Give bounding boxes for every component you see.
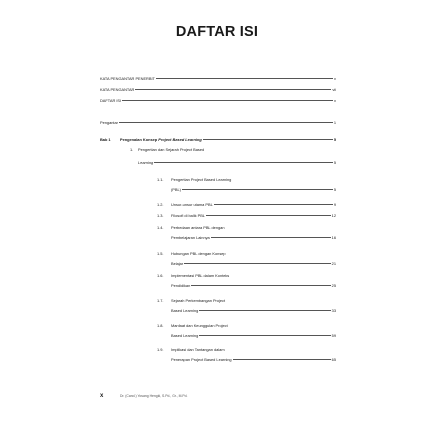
toc-page-number: 5 xyxy=(333,160,336,165)
toc-page-number: 21 xyxy=(331,261,336,266)
toc-subsection-5-cont[interactable] xyxy=(171,261,336,267)
toc-chapter-1[interactable] xyxy=(100,137,336,143)
subsection-number: 1.2. xyxy=(157,202,164,207)
subsection-number: 1.8. xyxy=(157,323,164,328)
subsection-title: Filosofi di balik PBL xyxy=(171,213,205,218)
toc-subsection-2[interactable] xyxy=(157,202,336,208)
toc-page-number: 59 xyxy=(331,333,336,338)
toc-subsection-9[interactable] xyxy=(157,347,225,353)
toc-subsection-6[interactable] xyxy=(157,273,229,279)
toc-page-number: 25 xyxy=(331,283,336,288)
toc-page-number: 65 xyxy=(331,357,336,362)
subsection-title-cont: (PBL) xyxy=(171,187,181,192)
subsection-title: Hubungan PBL dengan Konsep xyxy=(171,251,226,256)
page-title: DAFTAR ISI xyxy=(175,24,259,40)
subsection-title-cont: Pembelajaran Lainnya xyxy=(171,235,210,240)
subsection-number: 1.7. xyxy=(157,298,164,303)
subsection-title-cont: Pendidikan xyxy=(171,283,191,288)
section-number: 1. xyxy=(130,147,134,152)
subsection-title-cont: Belajar xyxy=(171,261,184,266)
section-title-cont: Learning xyxy=(138,160,154,165)
subsection-number: 1.4. xyxy=(157,225,164,230)
toc-section-1-line2[interactable] xyxy=(138,160,336,166)
subsection-number: 1.5. xyxy=(157,251,164,256)
page-number-footer: x xyxy=(100,393,104,399)
leader-dots xyxy=(214,204,333,205)
leader-dots xyxy=(122,100,333,101)
toc-subsection-3[interactable] xyxy=(157,213,336,219)
leader-dots xyxy=(191,285,330,286)
toc-subsection-6-cont[interactable] xyxy=(171,283,336,289)
toc-page-number: 12 xyxy=(331,213,336,218)
subsection-title: Sejarah Perkembangan Project xyxy=(171,298,226,303)
footer-author: Dr. (Cand.) Yosang Hengki, S.Pd., Gr., M.Pd. xyxy=(120,394,188,398)
toc-subsection-9-cont[interactable] xyxy=(171,357,336,363)
subsection-number: 1.9. xyxy=(157,347,164,352)
section-title: Pengertian dan Sejarah Project Based xyxy=(138,147,205,152)
chapter-number: Bab 1 xyxy=(100,137,111,142)
leader-dots xyxy=(199,335,330,336)
subsection-title: Implikasi dan Tantangan dalam xyxy=(171,347,225,352)
leader-dots xyxy=(156,78,333,79)
toc-page-number: x xyxy=(334,98,336,103)
leader-dots xyxy=(203,139,333,140)
toc-page-number: v xyxy=(334,76,336,81)
toc-entry-front-0[interactable] xyxy=(100,76,336,82)
leader-dots xyxy=(154,162,333,163)
toc-subsection-4[interactable] xyxy=(157,225,225,231)
toc-subsection-8-cont[interactable] xyxy=(171,333,336,339)
toc-page-number: 5 xyxy=(333,137,336,142)
subsection-title: Implementasi PBL dalam Konteks xyxy=(171,273,230,278)
leader-dots xyxy=(199,310,330,311)
toc-page-number: vii xyxy=(332,87,336,92)
leader-dots xyxy=(119,122,333,123)
toc-subsection-7[interactable] xyxy=(157,298,225,304)
subsection-title: Perbedaan antara PBL dengan xyxy=(171,225,225,230)
toc-page-number: 5 xyxy=(333,187,336,192)
toc-entry-text: KATA PENGANTAR PENERBIT xyxy=(100,76,155,81)
toc-page-number: 16 xyxy=(331,235,336,240)
toc-subsection-5[interactable] xyxy=(157,251,226,257)
leader-dots xyxy=(211,237,331,238)
toc-subsection-4-cont[interactable] xyxy=(171,235,336,241)
leader-dots xyxy=(182,189,333,190)
subsection-title: Unsur-unsur utama PBL xyxy=(171,202,213,207)
toc-entry-front-1[interactable] xyxy=(100,87,336,93)
subsection-title: Manfaat dan Keunggulan Project xyxy=(171,323,228,328)
toc-entry-text: Pengantar xyxy=(100,120,118,125)
leader-dots xyxy=(184,263,331,264)
toc-subsection-1-cont[interactable] xyxy=(171,187,336,193)
toc-entry-front-2[interactable] xyxy=(100,98,336,104)
toc-page-number: 1 xyxy=(333,120,336,125)
toc-page-number: 9 xyxy=(333,202,336,207)
leader-dots xyxy=(206,215,331,216)
subsection-number: 1.3. xyxy=(157,213,164,218)
subsection-title-cont: Based Learning xyxy=(171,308,199,313)
toc-entry-text: DAFTAR ISI xyxy=(100,98,122,103)
subsection-number: 1.6. xyxy=(157,273,164,278)
subsection-title: Pengertian Project Based Learning xyxy=(171,177,232,182)
toc-entry-front-3[interactable] xyxy=(100,120,336,126)
toc-subsection-1[interactable] xyxy=(157,177,231,183)
subsection-number: 1.1. xyxy=(157,177,164,182)
toc-entry-text: KATA PENGANTAR xyxy=(100,87,135,92)
leader-dots xyxy=(233,359,331,360)
subsection-title-cont: Based Learning xyxy=(171,333,199,338)
chapter-title: Pengenalan Konsep Project Based Learning xyxy=(120,137,202,142)
leader-dots xyxy=(135,89,331,90)
toc-subsection-7-cont[interactable] xyxy=(171,308,336,314)
toc-page-number: 33 xyxy=(331,308,336,313)
subsection-title-cont: Penerapan Project Based Learning xyxy=(171,357,232,362)
toc-section-1-line1[interactable] xyxy=(130,147,204,153)
toc-subsection-8[interactable] xyxy=(157,323,228,329)
